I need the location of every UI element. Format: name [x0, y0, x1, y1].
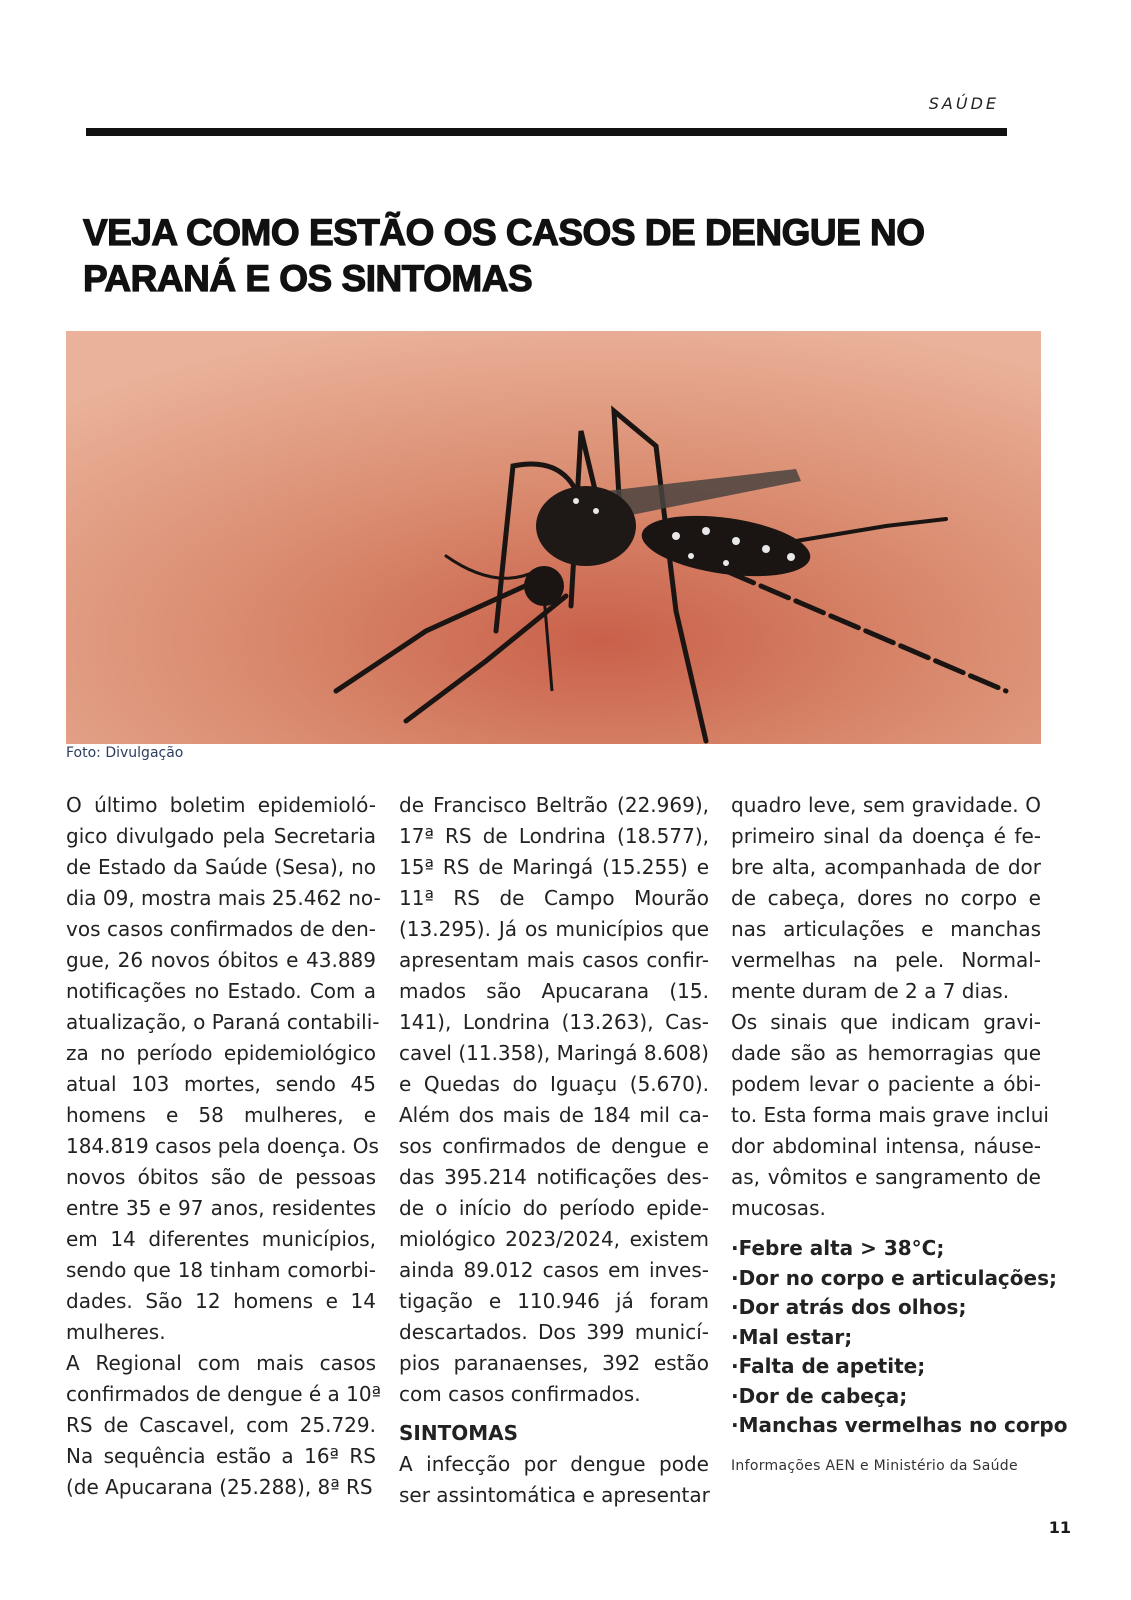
text-line: de Francisco Beltrão (22.969),: [399, 793, 709, 817]
text-line: Além dos mais de 184 mil ca-: [399, 1103, 709, 1127]
list-item: ·Dor de cabeça;: [731, 1383, 908, 1408]
text-line: ser assintomática e apresentar: [399, 1483, 710, 1507]
section-heading: SINTOMAS: [399, 1421, 519, 1445]
text-line: pios paranaenses, 392 estão: [399, 1351, 709, 1375]
article-column-3: [731, 790, 1068, 1482]
text-line: de cabeça, dores no corpo e: [731, 886, 1041, 910]
text-line: 184.819 casos pela doença. Os: [66, 1134, 379, 1158]
text-line: vos casos confirmados de den-: [66, 917, 376, 941]
text-line: cavel (11.358), Maringá 8.608): [399, 1041, 709, 1065]
text-line: entre 35 e 97 anos, residentes: [66, 1196, 376, 1220]
text-line: atualização, o Paraná contabili-: [66, 1010, 380, 1034]
text-line: mucosas.: [731, 1196, 826, 1220]
paragraph: [66, 1348, 382, 1503]
text-line: mente duram de 2 a 7 dias.: [731, 979, 1010, 1003]
text-line: 15ª RS de Maringá (15.255) e: [399, 855, 709, 879]
text-line: bre alta, acompanhada de dor: [731, 855, 1041, 879]
text-line: 11ª RS de Campo Mourão: [399, 886, 709, 910]
text-line: novos óbitos são de pessoas: [66, 1165, 376, 1189]
text-line: to. Esta forma mais grave inclui: [731, 1103, 1049, 1127]
text-line: A Regional com mais casos: [66, 1351, 376, 1375]
text-line: (13.295). Já os municípios que: [399, 917, 709, 941]
list-item: ·Febre alta > 38°C;: [731, 1236, 945, 1260]
section-label: SAÚDE: [928, 94, 999, 113]
text-line: sendo que 18 tinham comorbi-: [66, 1258, 376, 1282]
page-number: 11: [1048, 1518, 1071, 1537]
text-line: tigação e 110.946 já foram: [399, 1289, 709, 1313]
text-line: em 14 diferentes municípios,: [66, 1227, 376, 1251]
text-line: de Estado da Saúde (Sesa), no: [66, 855, 376, 879]
text-line: apresentam mais casos confir-: [399, 948, 709, 972]
header-rule: [86, 128, 1007, 136]
text-line: 141), Londrina (13.263), Cas-: [399, 1010, 709, 1034]
text-line: O último boletim epidemioló-: [66, 793, 376, 817]
text-line: gico divulgado pela Secretaria: [66, 824, 376, 848]
text-line: podem levar o paciente a óbi-: [731, 1072, 1041, 1096]
list-item: ·Dor no corpo e articulações;: [731, 1265, 1057, 1290]
text-line: Na sequência estão a 16ª RS: [66, 1444, 376, 1468]
text-line: primeiro sinal da doença é fe-: [731, 824, 1041, 848]
text-line: mados são Apucarana (15.: [399, 979, 709, 1003]
text-line: nas articulações e manchas: [731, 917, 1041, 941]
photo-caption: Foto: Divulgação: [66, 745, 184, 761]
article-column-1: [66, 790, 382, 1503]
text-line: atual 103 mortes, sendo 45: [66, 1072, 376, 1096]
text-line: confirmados de dengue é a 10ª: [66, 1382, 382, 1406]
paragraph: [66, 790, 381, 1348]
text-line: dades. São 12 homens e 14: [66, 1289, 376, 1313]
text-line: dade são as hemorragias que: [731, 1041, 1041, 1065]
text-line: quadro leve, sem gravidade. O: [731, 793, 1041, 817]
text-line: RS de Cascavel, com 25.729.: [66, 1413, 376, 1437]
text-line: mulheres.: [66, 1320, 166, 1344]
text-line: ainda 89.012 casos em inves-: [399, 1258, 709, 1282]
paragraph: [399, 790, 709, 1410]
text-line: vermelhas na pele. Normal-: [731, 948, 1041, 972]
text-line: com casos confirmados.: [399, 1382, 641, 1406]
text-line: dor abdominal intensa, náuse-: [731, 1134, 1041, 1158]
list-item: ·Falta de apetite;: [731, 1354, 926, 1378]
list-item: ·Dor atrás dos olhos;: [731, 1295, 967, 1319]
text-line: 17ª RS de Londrina (18.577),: [399, 824, 709, 848]
article-title: VEJA COMO ESTÃO OS CASOS DE DENGUE NO PARANÁ E OS SINTOMAS: [83, 212, 925, 299]
text-line: Os sinais que indicam gravi-: [731, 1010, 1041, 1034]
paragraph: [731, 1007, 1049, 1224]
text-line: das 395.214 notificações des-: [399, 1165, 709, 1189]
paragraph: [399, 1449, 709, 1511]
article-column-2: [399, 790, 709, 1511]
text-line: za no período epidemiológico: [66, 1041, 376, 1065]
text-line: miológico 2023/2024, existem: [399, 1227, 709, 1251]
text-line: notificações no Estado. Com a: [66, 979, 376, 1003]
text-line: descartados. Dos 399 municí-: [399, 1320, 709, 1344]
text-line: A infecção por dengue pode: [399, 1452, 709, 1476]
text-line: (de Apucarana (25.288), 8ª RS: [66, 1475, 373, 1499]
text-line: dia 09, mostra mais 25.462 no-: [66, 886, 381, 910]
text-line: e Quedas do Iguaçu (5.670).: [399, 1072, 709, 1096]
list-item: ·Mal estar;: [731, 1324, 853, 1349]
mosquito-photo: [66, 331, 1041, 744]
text-line: sos confirmados de dengue e: [399, 1134, 709, 1158]
text-line: de o início do período epide-: [399, 1196, 709, 1220]
symptoms-list: [731, 1234, 1068, 1441]
source-credit: Informações AEN e Ministério da Saúde: [731, 1457, 1018, 1474]
text-line: gue, 26 novos óbitos e 43.889: [66, 948, 376, 972]
text-line: homens e 58 mulheres, e: [66, 1103, 376, 1127]
text-line: as, vômitos e sangramento de: [731, 1165, 1041, 1189]
paragraph: [731, 790, 1041, 1007]
list-item: ·Manchas vermelhas no corpo: [731, 1413, 1068, 1437]
